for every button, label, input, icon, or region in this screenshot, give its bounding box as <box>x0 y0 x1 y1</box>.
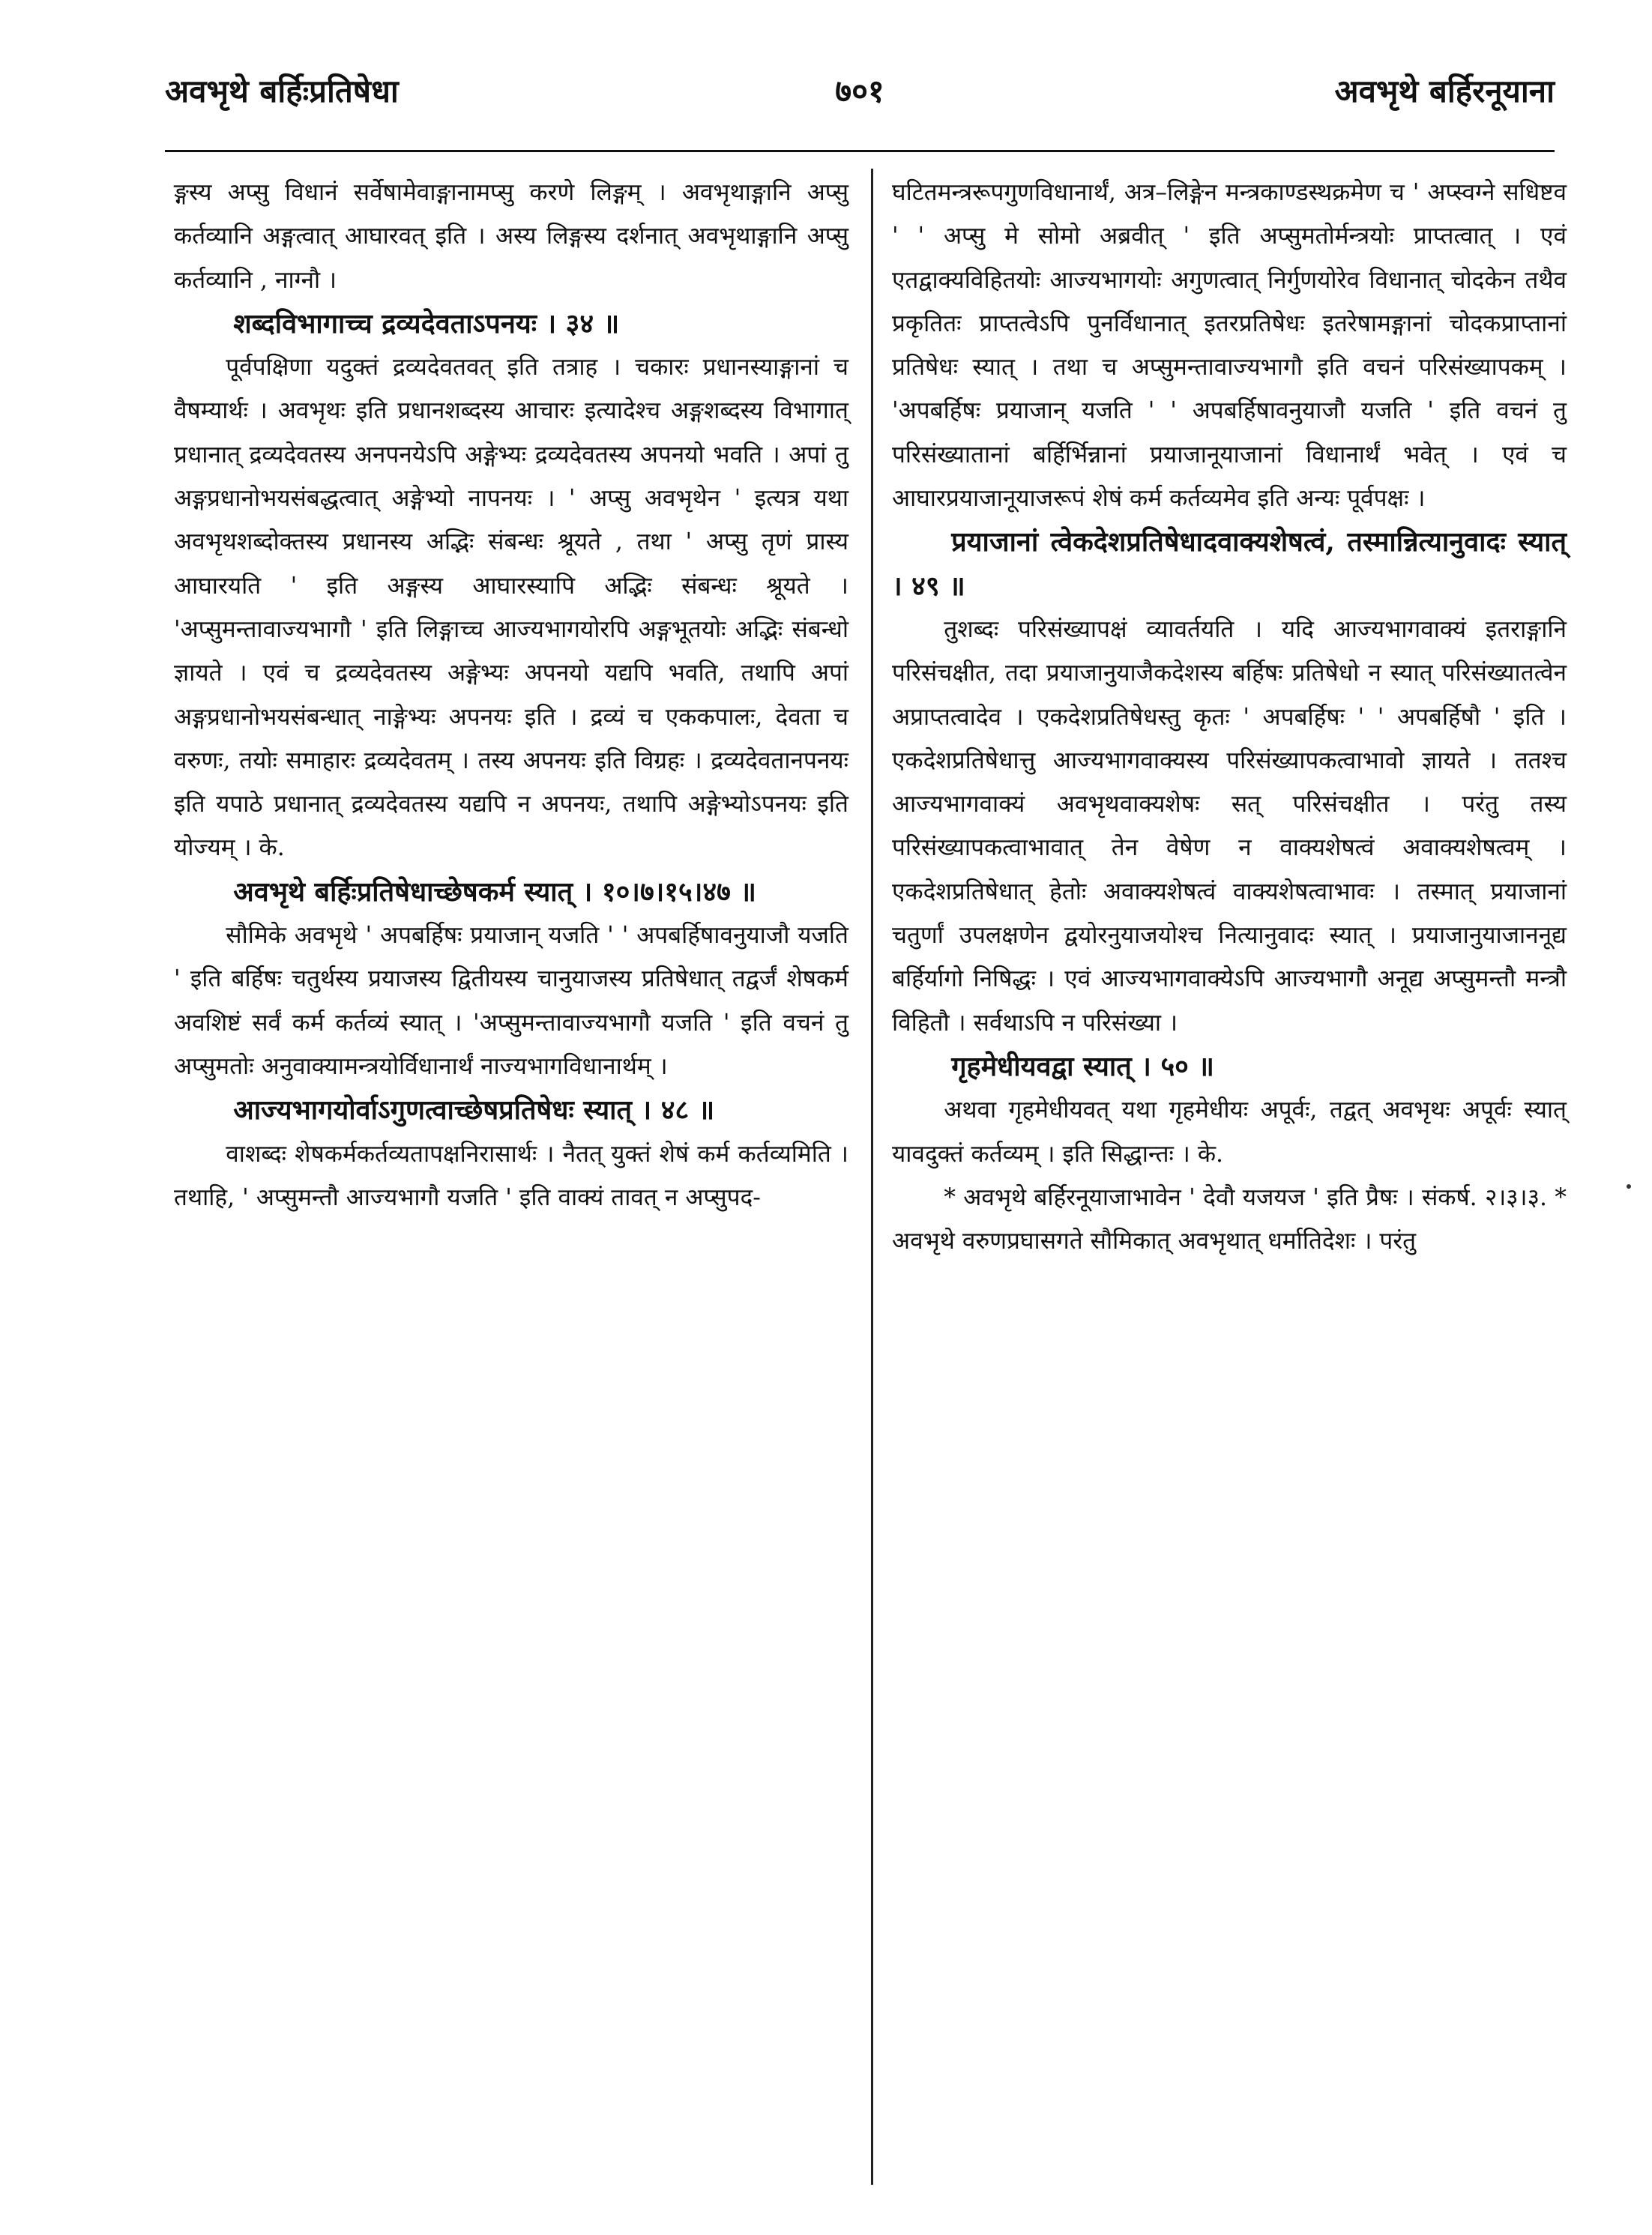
right-footnote-paragraph: * अवभृथे बर्हिरनूयाजाभावेन ' देवौ यजयज ' इति प्रैषः । संकर्ष. २।३।३. * अवभृथे वरुणप्रघासगते सौमिकात् अवभृथात् धर्मातिदेशः । परंतु <box>892 1183 1567 1255</box>
right-paragraph-1: घटितमन्त्ररूपगुणविधानार्थं, अत्र–लिङ्गेन मन्त्रकाण्डस्थक्रमेण च ' अप्स्वग्ने सधिष्टव ' ' अप्सु मे सोमो अब्रवीत् ' इति अप्सुमतोर्मन्त्रयोः प्राप्तत्वात् । एवं एतद्वाक्यविहितयोः आज्यभागयोः अगुणत्वात् निर्गुणयोरेव विधानात् चोदकेन तथैव प्रकृतितः प्राप्तत्वेऽपि पुनर्विधानात् इतरप्रतिषेधः इतरेषामङ्गानां चोदकप्राप्तानां प्रतिषेधः स्यात् । तथा च अप्सुमन्तावाज्यभागौ इति वचनं परिसंख्यापकम् । 'अपबर्हिषः प्रयाजान् यजति ' ' अपबर्हिषावनुयाजौ यजति ' इति वचनं तु परिसंख्यातानां बर्हिर्भिन्नानां प्रयाजानूयाजानां विधानार्थं भवेत् । एवं च आघारप्रयाजानूयाजरूपं शेषं कर्म कर्तव्यमेव इति अन्यः पूर्वपक्षः । <box>892 179 1567 513</box>
right-paragraph-3: अथवा गृहमेधीयवत् यथा गृहमेधीयः अपूर्वः, तद्वत् अवभृथः अपूर्वः स्यात् यावदुक्तं कर्तव्यम् । इति सिद्धान्तः । के. <box>892 1097 1567 1168</box>
header-rule <box>165 150 1555 152</box>
right-column <box>892 171 1567 1263</box>
left-paragraph-1: ङ्गस्य अप्सु विधानं सर्वेषामेवाङ्गानामप्सु करणे लिङ्गम् । अवभृथाङ्गानि अप्सु कर्तव्यानि अङ्गत्वात् आघारवत् इति । अस्य लिङ्गस्य दर्शनात् अवभृथाङ्गानि अप्सु कर्तव्यानि , नाग्नौ । <box>174 179 848 294</box>
sutra-47: अवभृथे बर्हिःप्रतिषेधाच्छेषकर्म स्यात् । १०।७।१५।४७ ॥ <box>233 875 756 908</box>
scan-speck <box>1627 1184 1631 1189</box>
column-divider <box>871 169 873 2185</box>
sutra-48: आज्यभागयोर्वाऽगुणत्वाच्छेषप्रतिषेधः स्यात् । ४८ ॥ <box>233 1094 715 1126</box>
left-paragraph-4: वाशब्दः शेषकर्मकर्तव्यतापक्षनिरासार्थः । नैतत् युक्तं शेषं कर्म कर्तव्यमिति । तथाहि, ' अप्सुमन्तौ आज्यभागौ यजति ' इति वाक्यं तावत् न अप्सुपद- <box>174 1140 848 1211</box>
page-number: ७०१ <box>835 73 884 109</box>
right-paragraph-2: तुशब्दः परिसंख्यापक्षं व्यावर्तयति । यदि आज्यभागवाक्यं इतराङ्गानि परिसंचक्षीत, तदा प्रयाजानुयाजैकदेशस्य बर्हिषः प्रतिषेधो न स्यात् परिसंख्यातत्वेन अप्राप्तत्वादेव । एकदेशप्रतिषेधस्तु कृतः ' अपबर्हिषः ' ' अपबर्हिषौ ' इति । एकदेशप्रतिषेधात्तु आज्यभागवाक्यस्य परिसंख्यापकत्वाभावो ज्ञायते । ततश्च आज्यभागवाक्यं अवभृथवाक्यशेषः सत् परिसंचक्षीत । परंतु तस्य परिसंख्यापकत्वाभावात् तेन वेषेण न वाक्यशेषत्वं अवाक्यशेषत्वम् । एकदेशप्रतिषेधात् हेतोः अवाक्यशेषत्वं वाक्यशेषत्वाभावः । तस्मात् प्रयाजानां चतुर्णां उपलक्षणेन द्वयोरनुयाजयोश्च नित्यानुवादः स्यात् । प्रयाजानुयाजाननूद्य बर्हिर्यागो निषिद्धः । एवं आज्यभागवाक्येऽपि आज्यभागौ अनूद्य अप्सुमन्तौ मन्त्रौ विहितौ । सर्वथाऽपि न परिसंख्या । <box>892 615 1567 1037</box>
page-header <box>165 69 1555 114</box>
left-column <box>174 171 848 1219</box>
left-paragraph-3: सौमिके अवभृथे ' अपबर्हिषः प्रयाजान् यजति ' ' अपबर्हिषावनुयाजौ यजति ' इति बर्हिषः चतुर्थस्य प्रयाजस्य द्वितीयस्य चानुयाजस्य प्रतिषेधात् तद्वर्जं शेषकर्म अवशिष्टं सर्वं कर्म कर्तव्यं स्यात् । 'अप्सुमन्तावाज्यभागौ यजति ' इति वचनं तु अप्सुमतोः अनुवाक्यामन्त्रयोर्विधानार्थं नाज्यभागविधानार्थम् । <box>174 922 848 1080</box>
sutra-49: प्रयाजानां त्वेकदेशप्रतिषेधादवाक्यशेषत्वं, तस्मान्नित्यानुवादः स्यात् । ४९ ॥ <box>892 526 1567 602</box>
sutra-50: गृहमेधीयवद्वा स्यात् । ५० ॥ <box>951 1050 1214 1082</box>
sutra-34: शब्दविभागाच्च द्रव्यदेवताऽपनयः । ३४ ॥ <box>233 307 620 340</box>
running-head-left: अवभृथे बर्हिःप्रतिषेधा <box>165 73 399 109</box>
left-paragraph-2: पूर्वपक्षिणा यदुक्तं द्रव्यदेवतवत् इति तत्राह । चकारः प्रधानस्याङ्गानां च वैषम्यार्थः । अवभृथः इति प्रधानशब्दस्य आचारः इत्यादेश्च अङ्गशब्दस्य विभागात् प्रधानात् द्रव्यदेवतस्य अनपनयेऽपि अङ्गेभ्यः द्रव्यदेवतस्य अपनयो भवति । अपां तु अङ्गप्रधानोभयसंबद्धत्वात् अङ्गेभ्यो नापनयः । ' अप्सु अवभृथेन ' इत्यत्र यथा अवभृथशब्दोक्तस्य प्रधानस्य अद्भिः संबन्धः श्रूयते , तथा ' अप्सु तृणं प्रास्य आघारयति ' इति अङ्गस्य आघारस्यापि अद्भिः संबन्धः श्रूयते । 'अप्सुमन्तावाज्यभागौ ' इति लिङ्गाच्च आज्यभागयोरपि अङ्गभूतयोः अद्भिः संबन्धो ज्ञायते । एवं च द्रव्यदेवतस्य अङ्गेभ्यः अपनयो यद्यपि भवति, तथापि अपां अङ्गप्रधानोभयसंबन्धात् नाङ्गेभ्यः अपनयः इति । द्रव्यं च एककपालः, देवता च वरुणः, तयोः समाहारः द्रव्यदेवतम् । तस्य अपनयः इति विग्रहः । द्रव्यदेवतानपनयः इति यपाठे प्रधानात् द्रव्यदेवतस्य यद्यपि न अपनयः, तथापि अङ्गेभ्योऽपनयः इति योज्यम् । के. <box>174 354 848 862</box>
running-head-right: अवभृथे बर्हिरनूयाना <box>1334 73 1555 109</box>
